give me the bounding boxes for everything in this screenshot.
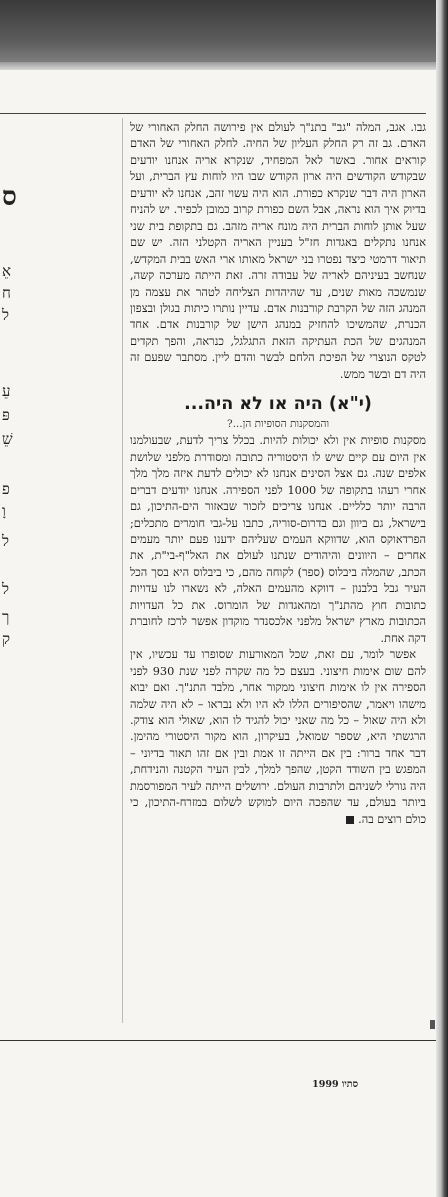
left-fragment-3: ל bbox=[2, 306, 10, 324]
adjacent-column-fragments bbox=[0, 150, 18, 770]
section-subheading: והמסקנות הסופיות הן...? bbox=[226, 418, 330, 431]
end-of-article-mark bbox=[346, 816, 354, 824]
margin-marker bbox=[430, 1020, 435, 1029]
header-rule bbox=[0, 113, 426, 114]
left-fragment-8: וָ bbox=[2, 502, 6, 520]
left-fragment-0: ס bbox=[2, 182, 17, 212]
article-paragraph-3 bbox=[130, 647, 426, 828]
left-fragment-9: ל bbox=[2, 532, 10, 550]
left-fragment-1: אֵ bbox=[2, 262, 12, 280]
page-top-shadow bbox=[0, 0, 448, 70]
left-fragment-6: שֵׁ bbox=[2, 430, 13, 448]
article-column bbox=[130, 120, 426, 828]
article-paragraph-2: מסקנות סופיות אין ולא יכולות להיות. בכלל צריך לדעת, שבעולמנו אין היום עם קיים שיש לו היסטוריה כתובה ומסודרת מלפני שלושת אלפים שנה. גם אצל הסינים אנחנו לא יכולים לדעת איזה מלך מלך אחרי רעהו בתקופה של 1000 לפני הספירה. אנחנו יודעים דברים הרבה יותר כלליים. אנחנו צריכים לזכור שבאזור הים-התיכון, גם בישראל, גם ביוון וגם בדרום-סוריה, כתבו על-גבי חומרים מתכלים; הפרדאוקס הוא, שדווקא העמים שעליהם ידענו פעם יותר מעמים אחרים – היוונים והיהודים שנתנו לעולם את האל"ף-בי"ת, את הכתב, שהמלה ביבלוס (ספר) לקוחה מהם, כי ביבלוס היא בסך הכל העיר גבל בלבנון – דווקא מהעמים האלה, לא נשארו לנו עדויות כתובות חוץ מהתנ"ך ומהאגדות של הומרוס. את כל העדויות הכתובות מארץ ישראל מלפני אלכסנדר מוקדון אפשר לרכז לחוברת דקה אחת. bbox=[130, 434, 426, 645]
left-fragment-2: ח bbox=[2, 284, 11, 302]
issue-footer: סתיו 1999 bbox=[312, 1079, 358, 1090]
page-edge-shadow bbox=[436, 0, 448, 1197]
section-heading: (י"א) היה או לא היה... bbox=[184, 394, 372, 415]
footer-rule bbox=[0, 1040, 436, 1041]
column-divider bbox=[122, 118, 123, 1023]
article-paragraph-3-text: אפשר לומר, עם זאת, שכל המאורעות שסופרו עד עכשיו, אין להם שום אימות חיצוני. בעצם כל מה שקרה לפני שנת 930 לפני הספירה אין לו אימות חיצוני ממקור אחר, מלבד התנ"ך. ואם יבוא מישהו ויאמר, שהסיפורים הללו לא היו ולא נבראו – לא היה שלמה ולא היה שאול – כל מה שאני יכול להגיד לו הוא, שאולי הוא צודק. הרגשתי היא, שספר שמואל, בעיקרון, הוא מקור היסטורי מהימן. דבר אחד ברור: בין אם הייתה זו אמת ובין אם זהו תאור בדיוני – המפגש בין השודד הקטן, שהפך למלך, לבין העיר הקטנה והנידחת, היה גורלי לשניהם ולתרבות העולם. ירושלים הייתה לעיר המפורסמת ביותר בעולם, עד שהפכה היום למוקש לשלום במזרח-התיכון, כי כולם רוצים בה. bbox=[130, 648, 426, 826]
left-fragment-12: ק bbox=[2, 630, 11, 648]
left-fragment-4: עֵ bbox=[2, 382, 11, 400]
left-fragment-10: ל bbox=[2, 580, 10, 598]
left-fragment-11: ך bbox=[2, 608, 10, 626]
left-fragment-7: פ bbox=[2, 480, 10, 498]
left-fragment-5: פּ bbox=[2, 406, 10, 424]
article-paragraph-1: גבו. אגב, המלה "גב" בתנ"ך לעולם אין פירושה החלק האחורי של האדם. גב זה רק החלק העליון של החיה. לחלק האחורי של האדם קוראים אחור. באשר לאל המפחיד, שנקרא אריה אנחנו יודעים שבקודש הקודשים היה ארון הקודש שבו היו לוחות עץ הברית, ועל הארון היה דבר שנקרא כפורת. הוא היה עשוי זהב, אנחנו לא יודעים בדיוק איך הוא נראה, אבל השם כפורת קרוב כמובן לכפיר. יש להניח שעל אותן לוחות הברית היה מונח אריה מזהב. גם בתקופת בית שני אנחנו נתקלים באגדות חז"ל בעניין האריה הקטלני הזה. יש שם תיאור דרמטי כיצד נפטרו בני ישראל מאותו ארי האש בבית המקדש, שנחשב בעיניהם לאריה של עבודה זרה. זאת הייתה מערכה קשה, שנמשכה מאות שנים, עד שהיהדות הצליחה לטהר את עצמה מן המנהג הזה של הקרבת קורבנות אדם. עדיין נותרו כיתות בגולן ובצפון הכנרת, שהמשיכו להחזיק במנהג הישן של קורבנות אדם. אחד המנהגים של הכת העתיקה הזאת התגלגל, כנראה, והפך תקדים לטקס הנוצרי של הפיכת הלחם לבשר והדם ליין. מסתבר שפעם זה היה דם ובשר ממש. bbox=[130, 121, 426, 381]
